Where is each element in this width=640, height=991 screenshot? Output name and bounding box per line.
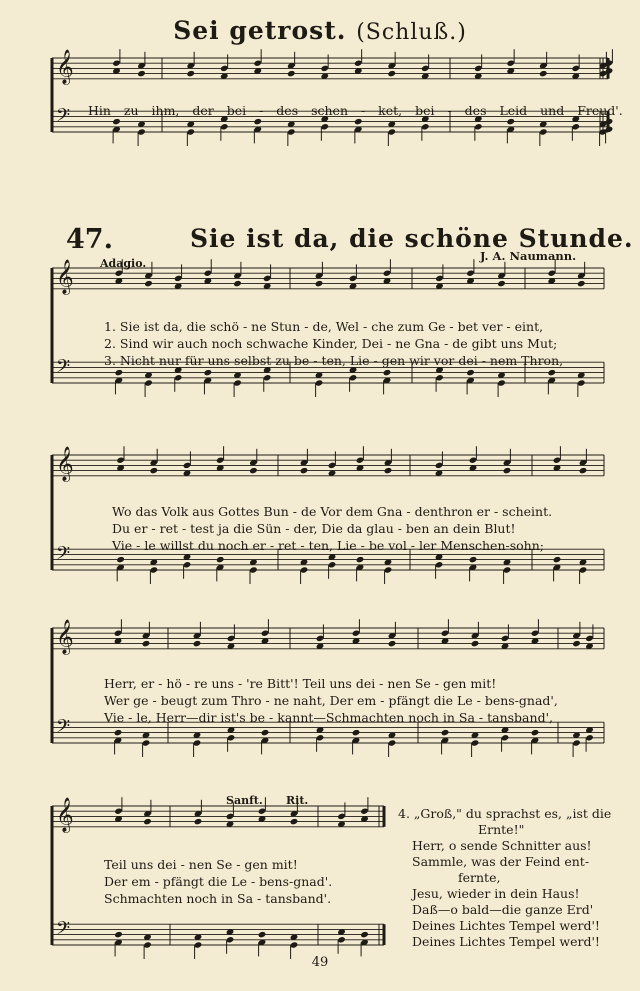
notehead [194, 818, 203, 825]
verse-4-line: Daß—o bald—die ganze Erd' [412, 902, 594, 917]
treble-clef-icon: 𝄞 [56, 619, 74, 655]
page-number: 49 [311, 955, 329, 970]
verse-4-line: Deines Lichtes Tempel werd'! [412, 918, 600, 933]
notehead [143, 818, 152, 825]
bass-clef-icon: 𝄢 [56, 918, 71, 944]
verse-line: Vie - le, Herr—dir ist's be - kannt—Schmachten noch in Sa - tansband', [104, 710, 553, 725]
verse-line: Schmachten noch in Sa - tansband'. [104, 891, 332, 906]
bass-clef-icon: 𝄢 [56, 543, 71, 569]
treble-clef-icon: 𝄞 [56, 446, 74, 482]
verse-line: Der em - pfängt die Le - bens-gnad'. [104, 874, 333, 889]
verse-4-line: 4. „Groß," du sprachst es, „ist die [398, 806, 612, 821]
verse-4-line: Jesu, wieder in dein Haus! [412, 886, 580, 901]
verse-4-line: Ernte!" [478, 822, 525, 837]
notehead [360, 931, 369, 938]
prev-hymn-lyric-line: Hin zu ihm, der bei - des schen - ket, bei - des Leid und Freud'. [88, 103, 623, 118]
verse-line: Herr, er - hö - re uns - 're Bitt'! Teil uns dei - nen Se - gen mit! [104, 676, 497, 691]
bass-clef-icon: 𝄢 [56, 356, 71, 382]
verse-4-line: Herr, o sende Schnitter aus! [412, 838, 592, 853]
bass-clef-icon: 𝄢 [56, 105, 71, 131]
prev-hymn-title-text: Sei getrost. [173, 16, 347, 45]
verse-line: Wo das Volk aus Gottes Bun - de Vor dem Gna - denthron er - scheint. [112, 504, 553, 519]
verse-line: Vie - le willst du noch er - ret - ten, Lie - be vol - ler Menschen-sohn; [112, 538, 544, 553]
bass-clef-icon: 𝄢 [56, 716, 71, 742]
verse-line: 2. Sind wir auch noch schwache Kinder, Dei - ne Gna - de gibt uns Mut; [104, 336, 558, 351]
verse-4-line: fernte, [458, 870, 501, 885]
verse-line: 3. Nicht nur für uns selbst zu be - ten, Lie - gen wir vor dei - nem Thron, [104, 353, 564, 368]
hymn-title: Sie ist da, die schöne Stunde. [190, 224, 634, 253]
hymn-number: 47. [66, 224, 113, 255]
treble-clef-icon: 𝄞 [56, 797, 74, 833]
tempo-marking-adagio: Adagio. [100, 257, 147, 270]
verse-line: Wer ge - beugt zum Thro - ne naht, Der em - pfängt die Le - bens-gnad', [104, 693, 558, 708]
verse-line: 1. Sie ist da, die schö - ne Stun - de, Wel - che zum Ge - bet ver - eint, [104, 319, 544, 334]
tempo-marking-rit: Rit. [286, 794, 309, 807]
treble-clef-icon: 𝄞 [56, 259, 74, 295]
verse-4-line: Sammle, was der Feind ent- [412, 854, 590, 869]
verse-line: Teil uns dei - nen Se - gen mit! [104, 857, 298, 872]
prev-hymn-subtitle: (Schluß.) [356, 20, 467, 45]
notehead [258, 931, 267, 938]
verse-4-line: Deines Lichtes Tempel werd'! [412, 934, 600, 949]
tempo-marking-sanft: Sanft. [226, 794, 263, 807]
notehead [114, 931, 123, 938]
notehead [290, 818, 299, 825]
verse-line: Du er - ret - test ja die Sün - der, Die da glau - ben an dein Blut! [112, 521, 516, 536]
treble-clef-icon: 𝄞 [56, 49, 74, 85]
composer: J. A. Naumann. [480, 249, 577, 263]
